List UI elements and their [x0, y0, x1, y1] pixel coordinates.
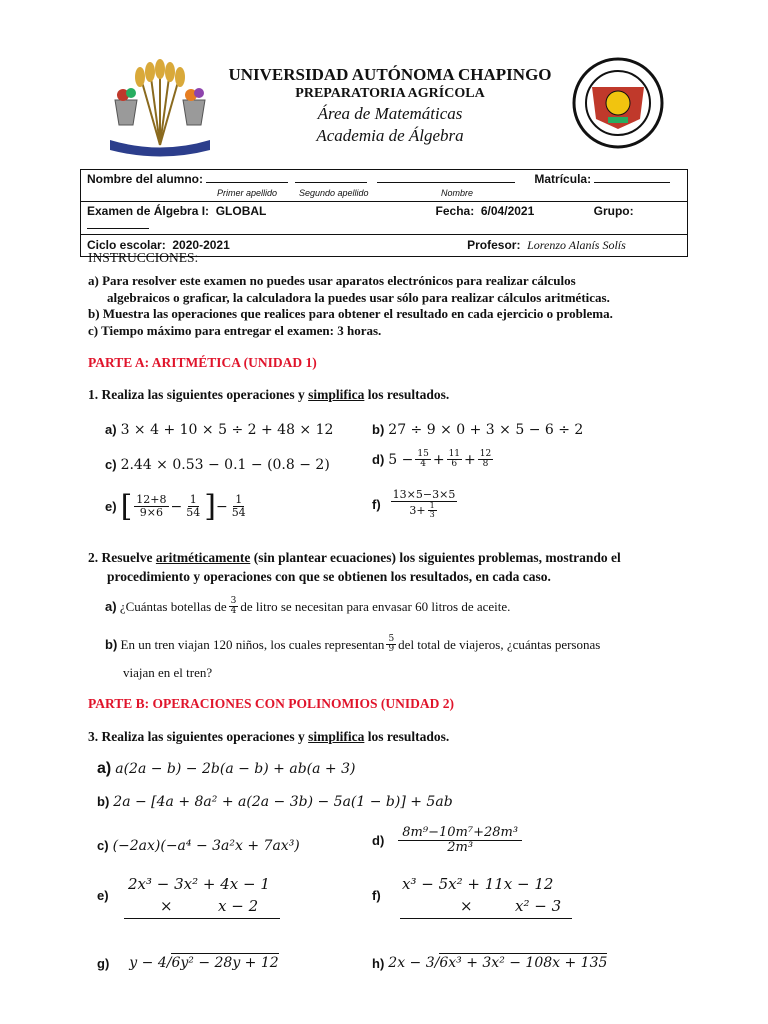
- student-info-table: [80, 169, 688, 257]
- exercise-3f-top: x³ − 5x² + 11x − 12: [402, 875, 554, 893]
- divisor: 2x − 3/: [388, 955, 440, 971]
- part-a-title: PARTE A: ARITMÉTICA (UNIDAD 1): [88, 355, 317, 370]
- exercise-1a: [105, 421, 333, 439]
- fraction-numerator: 1: [429, 500, 435, 510]
- multiplication-line: [400, 918, 572, 919]
- exercise-3h: [372, 953, 607, 971]
- exercise-3g: [97, 953, 279, 971]
- matricula-label: Matrícula:: [534, 172, 592, 186]
- sub-label-3: Nombre: [441, 188, 474, 198]
- exercise-label: c): [97, 838, 109, 853]
- problem-text: En un tren viajan 120 niños, los cuales representan: [120, 636, 385, 652]
- q2-underlined: aritméticamente: [155, 550, 251, 565]
- instruction-c: c) Tiempo máximo para entregar el examen: 3 horas.: [88, 323, 382, 338]
- q1-text-pre: 1. Realiza las siguientes operaciones y: [88, 387, 309, 402]
- exercise-label: a): [105, 599, 117, 615]
- exercise-1c: [105, 456, 330, 474]
- q3-underlined: simplifica: [308, 729, 365, 744]
- university-title: UNIVERSIDAD AUTÓNOMA CHAPINGO: [228, 65, 552, 84]
- area-title: Área de Matemáticas: [317, 104, 463, 123]
- q3-text-pre: 3. Realiza las siguientes operaciones y: [88, 729, 309, 744]
- times-sign: ×: [460, 897, 473, 915]
- exercise-label: g): [97, 956, 110, 971]
- school-seal: [572, 57, 664, 149]
- sub-label-1: Primer apellido: [217, 188, 278, 198]
- ciclo-value: 2020-2021: [172, 238, 230, 252]
- school-title: PREPARATORIA AGRÍCOLA: [295, 86, 485, 101]
- problem-text: ¿Cuántas botellas de: [119, 598, 227, 614]
- fraction-numerator: 12+8: [136, 493, 167, 507]
- question-2: [88, 550, 621, 566]
- instruction-a-2: algebraicos o graficar, la calculadora la puedes usar sólo para realizar cálculos aritméticas.: [107, 290, 610, 305]
- q3-text-post: los resultados.: [364, 729, 450, 744]
- question-2-line2: procedimiento y operaciones con que se obtienen los resultados, en cada caso.: [107, 569, 551, 584]
- profesor-value: Lorenzo Alanís Solís: [527, 238, 626, 252]
- exercise-1f: [372, 489, 459, 519]
- fraction-numerator: 8m⁹−10m⁷+28m³: [398, 826, 522, 841]
- exercise-3b: [97, 793, 453, 811]
- fraction-numerator: 1: [189, 493, 197, 507]
- exercise-label: b): [372, 422, 385, 437]
- problem-text: de litro se necesitan para envasar 60 litros de aceite.: [240, 598, 511, 614]
- fraction-numerator: 5: [388, 634, 395, 644]
- fraction-numerator: 15: [417, 449, 429, 459]
- exercise-1e: e) [ $\frac{12+8}{9\times 6}$ − $\frac{1}{54}$ ] − $\frac{1}{54}$: [105, 489, 246, 524]
- fraction-denominator: 6: [451, 459, 458, 470]
- exercise-label: a): [97, 760, 112, 777]
- exam-value: GLOBAL: [215, 204, 267, 218]
- fraction-denominator: 2m³: [447, 839, 474, 855]
- exercise-3a: [97, 760, 355, 778]
- q2-text-post: (sin plantear ecuaciones) los siguientes problemas, mostrando el: [250, 550, 621, 565]
- instruction-a-1: a) Para resolver este examen no puedes usar aparatos electrónicos para realizar cálculos: [88, 273, 576, 288]
- exercise-label: e): [97, 888, 109, 903]
- divisor: y − 4/: [129, 955, 172, 971]
- instruction-b: b) Muestra las operaciones que realices para obtener el resultado en cada ejercicio o problema.: [88, 306, 613, 321]
- exercise-expression: 3 × 4 + 10 × 5 ÷ 2 + 48 × 12: [120, 422, 334, 438]
- fraction-numerator: 3: [230, 596, 237, 606]
- fraction-denominator: 54: [231, 506, 246, 519]
- exercise-expression: (−2ax)(−a⁴ − 3a²x + 7ax³): [112, 838, 300, 854]
- exercise-3c: [97, 837, 300, 855]
- problem-2a: [105, 597, 510, 617]
- ciclo-label: Ciclo escolar:: [87, 238, 166, 252]
- fecha-value: 6/04/2021: [480, 204, 535, 218]
- exercise-expression: 27 ÷ 9 × 0 + 3 × 5 − 6 ÷ 2: [388, 422, 584, 438]
- problem-2b-line2: viajan en el tren?: [123, 665, 213, 680]
- exercise-label: c): [105, 457, 117, 472]
- problem-text: del total de viajeros, ¿cuántas personas: [398, 636, 601, 652]
- exercise-3f-bottom: x² − 3: [515, 897, 562, 915]
- fraction-denominator: 4: [230, 606, 237, 617]
- exercise-3e-top: 2x³ − 3x² + 4x − 1: [128, 875, 270, 893]
- exercise-expression: 5 −: [388, 451, 414, 468]
- exercise-label: f): [372, 888, 381, 903]
- name-label: Nombre del alumno:: [87, 172, 204, 186]
- fecha-label: Fecha:: [435, 204, 475, 218]
- question-1: [88, 387, 449, 403]
- fraction-numerator: 1: [235, 493, 243, 507]
- exercise-1b: [372, 421, 583, 439]
- problem-2b: [105, 635, 600, 655]
- exercise-expression: 2a − [4a + 8a² + a(2a − 3b) − 5a(1 − b)] + 5ab: [113, 794, 453, 810]
- exercise-label: d): [372, 832, 385, 848]
- university-logo: [105, 55, 215, 160]
- exercise-3e-label: [97, 887, 109, 905]
- fraction-denominator: 3+: [409, 503, 426, 517]
- fraction-numerator: 11: [448, 449, 461, 459]
- fraction-numerator: 12: [479, 449, 492, 459]
- exercise-label: e): [105, 499, 117, 514]
- dividend: 6y² − 28y + 12: [171, 955, 279, 971]
- q2-text-pre: 2. Resuelve: [88, 550, 156, 565]
- exercise-1d: d) 5 − $\frac{15}{4}$ + $\frac{11}{6}$ + $\frac{12}{8}$: [372, 449, 492, 470]
- exercise-label: d): [372, 452, 385, 468]
- exercise-label: h): [372, 956, 385, 971]
- part-b-title: PARTE B: OPERACIONES CON POLINOMIOS (UNIDAD 2): [88, 696, 455, 711]
- q1-underlined: simplifica: [308, 387, 365, 402]
- exercise-label: f): [372, 496, 381, 512]
- exam-label: Examen de Álgebra I:: [87, 204, 210, 218]
- fraction-denominator: 9: [388, 644, 395, 655]
- profesor-label: Profesor:: [467, 238, 521, 252]
- instructions-title: INSTRUCCIONES:: [88, 250, 199, 265]
- academy-title: Academia de Álgebra: [316, 126, 464, 145]
- exercise-3f-label: [372, 887, 381, 905]
- exercise-expression: a(2a − b) − 2b(a − b) + ab(a + 3): [115, 761, 356, 777]
- exercise-label: a): [105, 422, 117, 437]
- exercise-3e-bottom: x − 2: [218, 897, 259, 915]
- fraction-denominator: 8: [482, 459, 489, 470]
- exercise-expression: 2.44 × 0.53 − 0.1 − (0.8 − 2): [120, 457, 330, 473]
- grupo-label: Grupo:: [593, 204, 634, 218]
- sub-label-2: Segundo apellido: [299, 188, 369, 198]
- exercise-3d: [372, 826, 524, 854]
- fraction-denominator: 3: [429, 509, 435, 519]
- fraction-numerator: 13×5−3×5: [392, 488, 456, 501]
- question-3: [88, 729, 449, 745]
- exercise-label: b): [105, 637, 118, 653]
- dividend: 6x³ + 3x² − 108x + 135: [439, 955, 608, 971]
- fraction-denominator: 9×6: [139, 506, 163, 519]
- times-sign: ×: [160, 897, 173, 915]
- fraction-denominator: 4: [420, 459, 426, 470]
- exercise-label: b): [97, 794, 110, 809]
- fraction-denominator: 54: [186, 506, 201, 519]
- q1-text-post: los resultados.: [364, 387, 450, 402]
- multiplication-line: [124, 918, 280, 919]
